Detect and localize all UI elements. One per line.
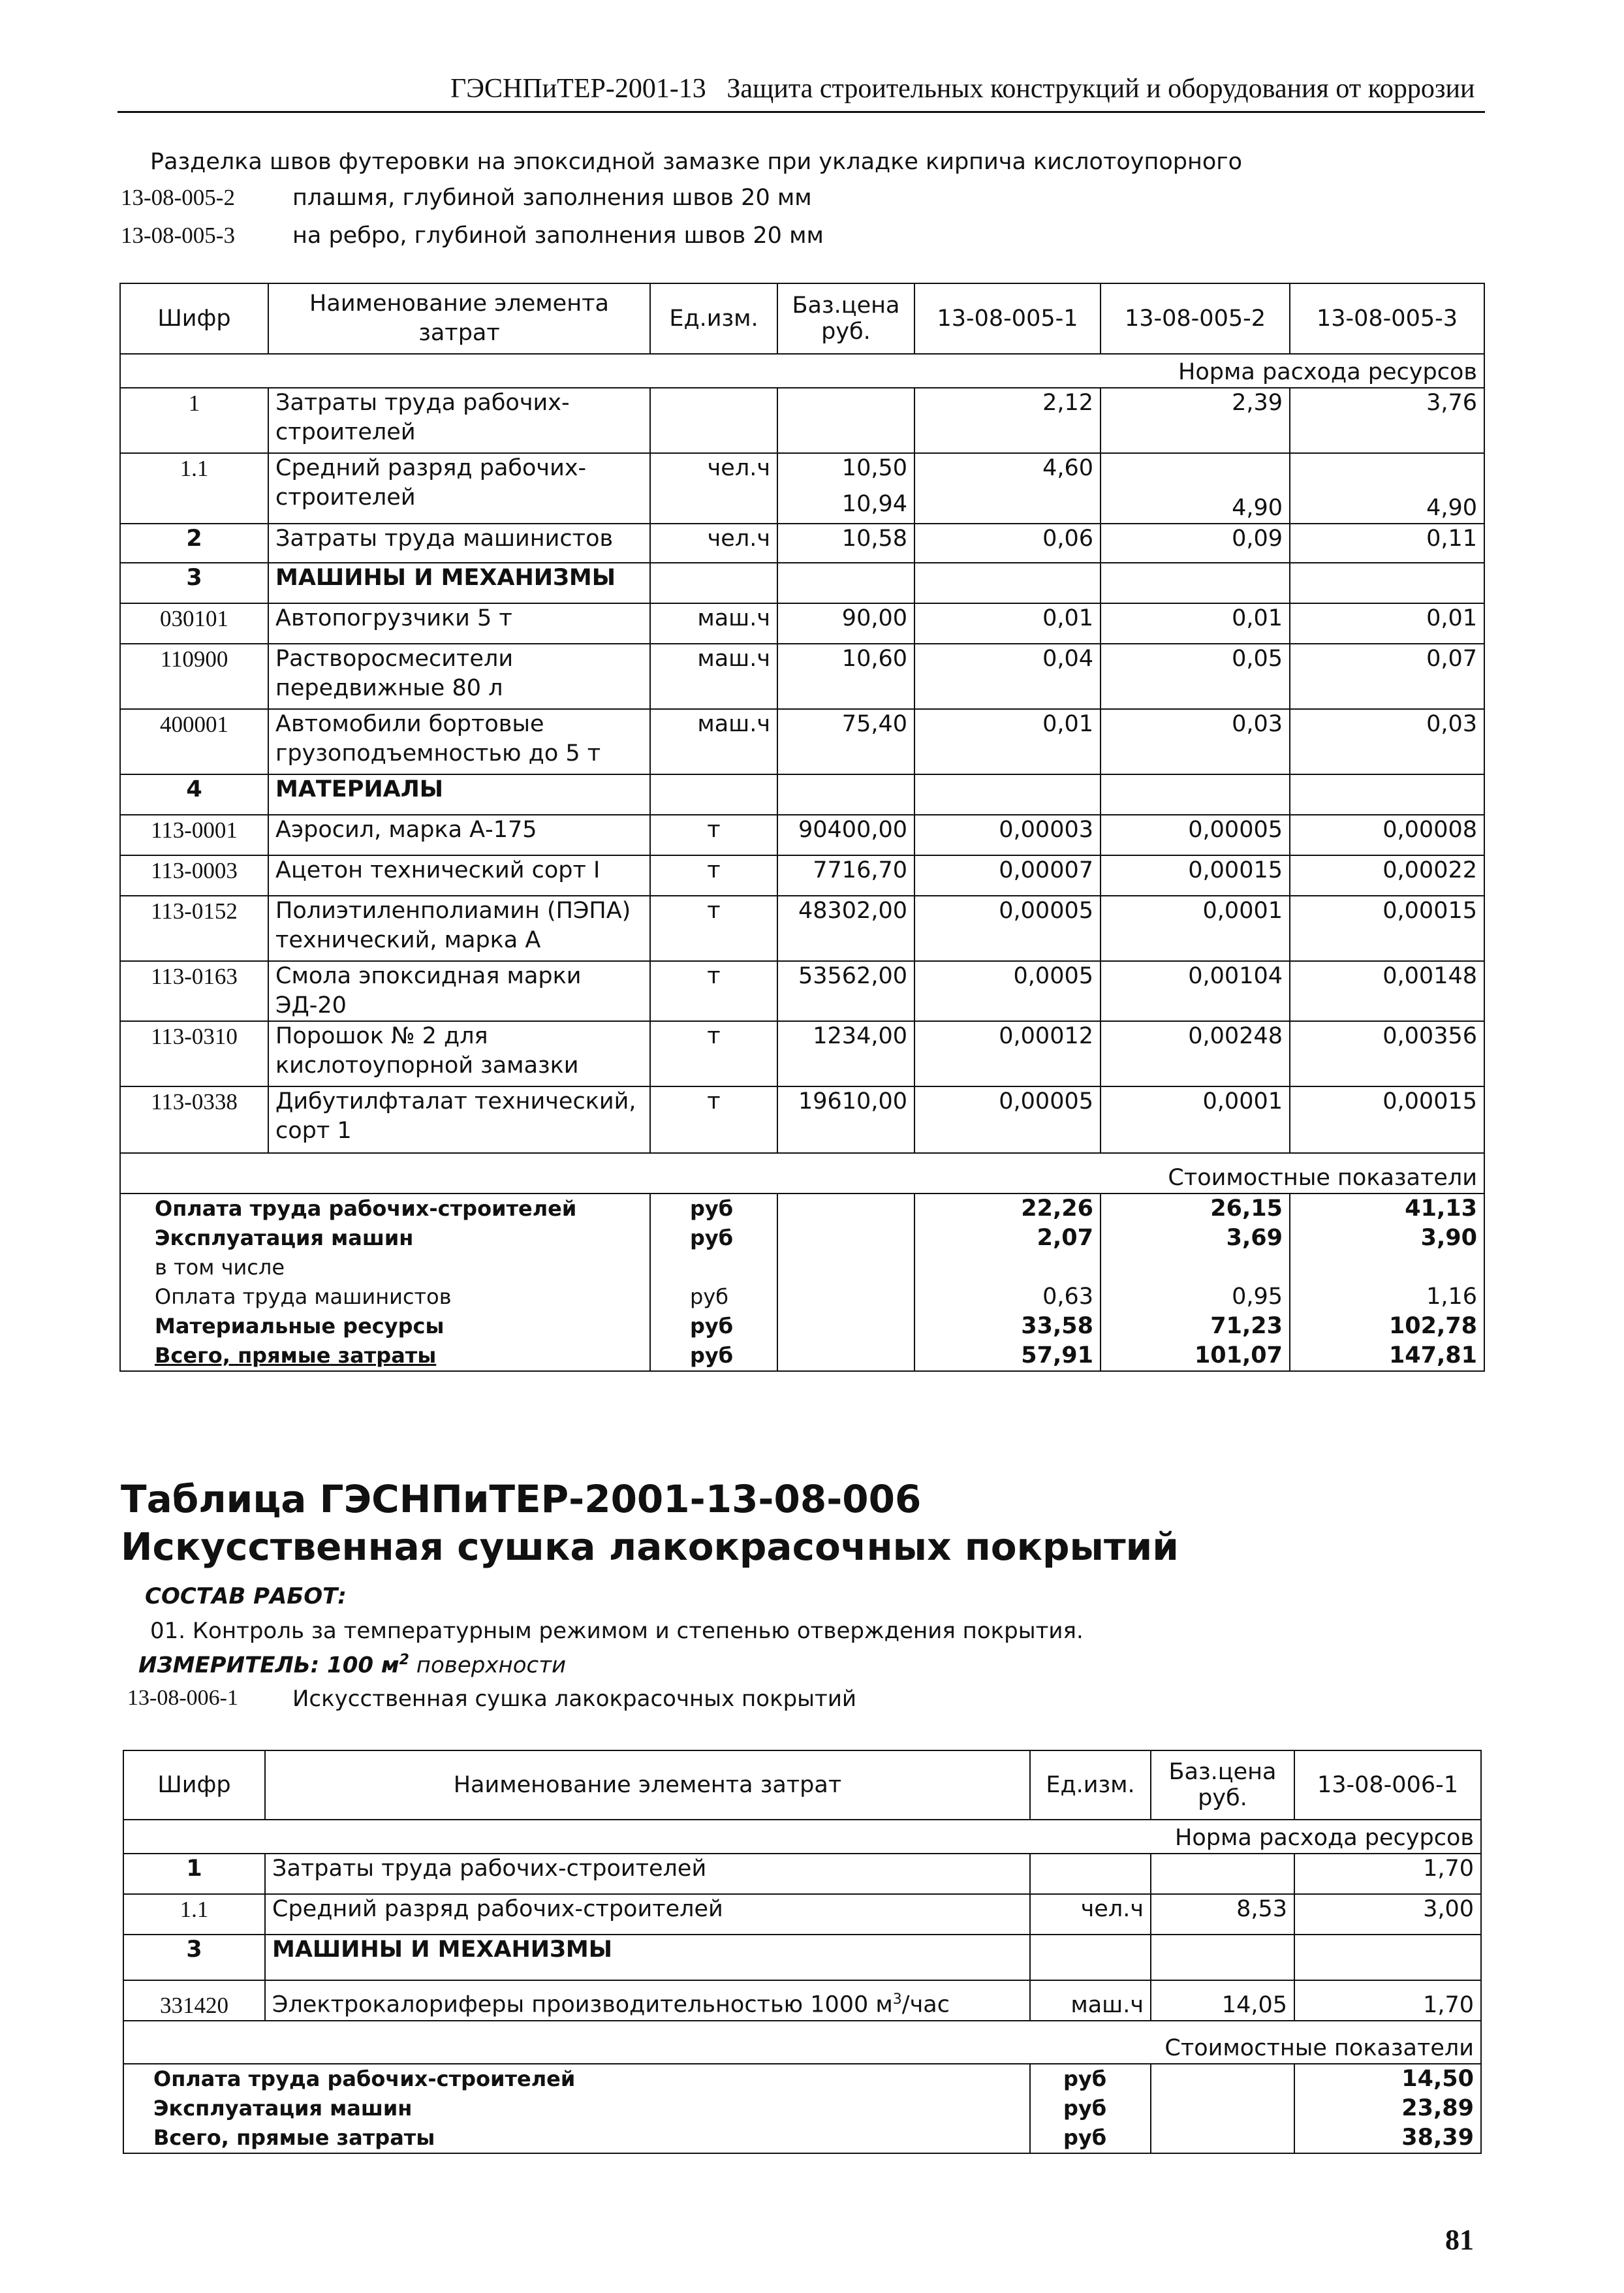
summary-value: 22,26 xyxy=(914,1194,1101,1224)
summary-value: 1,16 xyxy=(1290,1282,1484,1312)
row-price: 90,00 xyxy=(777,603,914,644)
header-rule xyxy=(117,111,1485,113)
header-cell: Ед.изм. xyxy=(650,283,777,354)
cost-label-row xyxy=(120,1153,1484,1194)
row-price: 19610,00 xyxy=(777,1086,914,1153)
row-value: 0,09 xyxy=(1101,524,1290,563)
row-unit xyxy=(1030,1935,1151,1980)
row-unit: т xyxy=(650,1021,777,1086)
row-value: 0,00015 xyxy=(1101,855,1290,896)
row-name xyxy=(265,1980,1030,2021)
header-cell: Шифр xyxy=(120,283,268,354)
summary-unit: руб xyxy=(650,1341,777,1371)
header-title: Защита строительных конструкций и оборудования от коррозии xyxy=(726,74,1475,104)
row-value: 0,00003 xyxy=(914,815,1101,855)
row-unit: чел.ч xyxy=(650,453,777,524)
row-value: 1,70 xyxy=(1294,1854,1481,1894)
row-unit: чел.ч xyxy=(650,524,777,563)
summary-empty xyxy=(777,1194,914,1224)
row-value: 0,00015 xyxy=(1290,896,1484,961)
summary-name: Эксплуатация машин xyxy=(123,2094,1030,2123)
summary-empty xyxy=(1151,2064,1294,2094)
row-value xyxy=(1101,563,1290,603)
row-value: 0,00012 xyxy=(914,1021,1101,1086)
row-name: Дибутилфталат технический, сорт 1 xyxy=(268,1086,650,1153)
row-value: 2,12 xyxy=(914,388,1101,453)
summary-value: 33,58 xyxy=(914,1312,1101,1341)
table-row xyxy=(120,774,1484,815)
page-number: 81 xyxy=(1445,2224,1474,2256)
meter-label xyxy=(138,1652,566,1678)
row-price-line: 10,94 xyxy=(841,491,907,517)
section2-item-text: Искусственная сушка лакокрасочных покрытий xyxy=(292,1686,857,1712)
row-value: 0,00005 xyxy=(1101,815,1290,855)
section1-item-code: 13-08-005-3 xyxy=(121,223,235,248)
summary-empty xyxy=(777,1253,914,1282)
section1-intro: Разделка швов футеровки на эпоксидной замазке при укладке кирпича кислотоупорного xyxy=(150,149,1243,175)
summary-value: 147,81 xyxy=(1290,1341,1484,1371)
table-header-row xyxy=(123,1750,1481,1820)
summary-value: 41,13 xyxy=(1290,1194,1484,1224)
row-value: 1,70 xyxy=(1294,1980,1481,2021)
row-unit: маш.ч xyxy=(650,644,777,709)
summary-row xyxy=(123,2064,1481,2094)
row-price xyxy=(777,774,914,815)
row-value: 0,00248 xyxy=(1101,1021,1290,1086)
row-unit xyxy=(650,774,777,815)
header-code: ГЭСНПиТЕР-2001-13 xyxy=(450,74,706,104)
table-row xyxy=(120,524,1484,563)
table-header-row xyxy=(120,283,1484,354)
table-row xyxy=(120,709,1484,774)
row-value xyxy=(1294,1935,1481,1980)
table-row xyxy=(120,563,1484,603)
meter-rest: поверхности xyxy=(409,1652,567,1679)
header-cell: Шифр xyxy=(123,1750,265,1820)
header-cell: 13-08-005-3 xyxy=(1290,283,1484,354)
row-value: 0,00356 xyxy=(1290,1021,1484,1086)
summary-value: 2,07 xyxy=(914,1224,1101,1253)
row-unit: маш.ч xyxy=(650,709,777,774)
row-code: 1.1 xyxy=(123,1894,265,1935)
summary-value: 71,23 xyxy=(1101,1312,1290,1341)
header-cell: Наименование элемента затрат xyxy=(265,1750,1030,1820)
row-name-sup: 3 xyxy=(892,1991,902,2008)
summary-value: 3,90 xyxy=(1290,1224,1484,1253)
row-code: 4 xyxy=(120,774,268,815)
table-row xyxy=(120,855,1484,896)
row-price: 10,60 xyxy=(777,644,914,709)
row-name: Автопогрузчики 5 т xyxy=(268,603,650,644)
table-row xyxy=(120,896,1484,961)
row-code: 2 xyxy=(120,524,268,563)
row-unit: чел.ч xyxy=(1030,1894,1151,1935)
row-value: 0,04 xyxy=(914,644,1101,709)
table-row xyxy=(120,453,1484,524)
row-price xyxy=(777,388,914,453)
header-cell: Ед.изм. xyxy=(1030,1750,1151,1820)
row-unit: т xyxy=(650,1086,777,1153)
summary-row xyxy=(120,1282,1484,1312)
row-price: 90400,00 xyxy=(777,815,914,855)
row-price: 8,53 xyxy=(1151,1894,1294,1935)
cost-label: Стоимостные показатели xyxy=(123,2021,1481,2064)
norm-label: Норма расхода ресурсов xyxy=(123,1820,1481,1854)
summary-name: Всего, прямые затраты xyxy=(120,1341,650,1371)
row-price xyxy=(777,563,914,603)
summary-value: 26,15 xyxy=(1101,1194,1290,1224)
row-value: 0,01 xyxy=(914,603,1101,644)
resource-table-13-08-006 xyxy=(123,1750,1482,2154)
row-unit: т xyxy=(650,896,777,961)
summary-value: 57,91 xyxy=(914,1341,1101,1371)
row-name: Затраты труда рабочих-строителей xyxy=(268,388,650,453)
row-price xyxy=(777,453,914,524)
work-item: 01. Контроль за температурным режимом и степенью отверждения покрытия. xyxy=(150,1618,1084,1644)
summary-row xyxy=(120,1224,1484,1253)
summary-name: Материальные ресурсы xyxy=(120,1312,650,1341)
row-code: 113-0152 xyxy=(120,896,268,961)
norm-label-row xyxy=(120,354,1484,388)
table-row xyxy=(123,1935,1481,1980)
table-row xyxy=(120,961,1484,1021)
row-value: 0,11 xyxy=(1290,524,1484,563)
summary-empty xyxy=(777,1341,914,1371)
summary-value: 23,89 xyxy=(1294,2094,1481,2123)
row-name: Смола эпоксидная марки ЭД-20 xyxy=(268,961,650,1021)
summary-unit: руб xyxy=(650,1282,777,1312)
header-cell: Баз.цена руб. xyxy=(1151,1750,1294,1820)
row-price xyxy=(1151,1854,1294,1894)
row-price: 1234,00 xyxy=(777,1021,914,1086)
row-code: 113-0003 xyxy=(120,855,268,896)
row-name: МАТЕРИАЛЫ xyxy=(268,774,650,815)
row-code: 113-0310 xyxy=(120,1021,268,1086)
row-code: 400001 xyxy=(120,709,268,774)
summary-unit: руб xyxy=(650,1224,777,1253)
row-unit: т xyxy=(650,961,777,1021)
row-value: 0,01 xyxy=(1101,603,1290,644)
meter-sup: 2 xyxy=(399,1652,409,1668)
row-price: 14,05 xyxy=(1151,1980,1294,2021)
row-value: 0,00015 xyxy=(1290,1086,1484,1153)
summary-empty xyxy=(777,1224,914,1253)
row-price-line: 10,50 xyxy=(841,455,907,481)
row-price: 7716,70 xyxy=(777,855,914,896)
row-unit xyxy=(650,563,777,603)
row-code: 3 xyxy=(120,563,268,603)
row-value: 0,03 xyxy=(1101,709,1290,774)
row-value: 3,76 xyxy=(1290,388,1484,453)
row-value: 0,00008 xyxy=(1290,815,1484,855)
summary-row xyxy=(120,1341,1484,1371)
table-row xyxy=(120,644,1484,709)
row-name-text: Электрокалориферы производительностью 1000 м xyxy=(272,1992,893,2018)
summary-name: Оплата труда машинистов xyxy=(120,1282,650,1312)
norm-label-row xyxy=(123,1820,1481,1854)
row-price: 75,40 xyxy=(777,709,914,774)
row-name: Аэросил, марка А-175 xyxy=(268,815,650,855)
row-price: 53562,00 xyxy=(777,961,914,1021)
row-name: МАШИНЫ И МЕХАНИЗМЫ xyxy=(265,1935,1030,1980)
row-code: 030101 xyxy=(120,603,268,644)
row-name: Затраты труда рабочих-строителей xyxy=(265,1854,1030,1894)
summary-value: 14,50 xyxy=(1294,2064,1481,2094)
row-name: Средний разряд рабочих-строителей xyxy=(265,1894,1030,1935)
norm-label: Норма расхода ресурсов xyxy=(120,354,1484,388)
summary-value xyxy=(1290,1253,1484,1282)
row-code: 113-0001 xyxy=(120,815,268,855)
summary-unit xyxy=(650,1253,777,1282)
row-name: Полиэтиленполиамин (ПЭПА) технический, марка А xyxy=(268,896,650,961)
summary-value xyxy=(914,1253,1101,1282)
header-cell: 13-08-005-2 xyxy=(1101,283,1290,354)
summary-empty xyxy=(1151,2123,1294,2153)
summary-name: в том числе xyxy=(120,1253,650,1282)
row-code: 3 xyxy=(123,1935,265,1980)
row-code: 1.1 xyxy=(120,453,268,524)
row-value: 4,90 xyxy=(1290,453,1484,524)
row-value: 0,0001 xyxy=(1101,1086,1290,1153)
row-unit: т xyxy=(650,855,777,896)
row-name: Затраты труда машинистов xyxy=(268,524,650,563)
row-code: 1 xyxy=(123,1854,265,1894)
row-value xyxy=(1290,563,1484,603)
row-value: 0,05 xyxy=(1101,644,1290,709)
summary-unit: руб xyxy=(1030,2123,1151,2153)
table-row xyxy=(120,603,1484,644)
row-value: 0,00005 xyxy=(914,896,1101,961)
row-value: 0,01 xyxy=(914,709,1101,774)
row-code: 113-0338 xyxy=(120,1086,268,1153)
section1-item-text: плашмя, глубиной заполнения швов 20 мм xyxy=(292,185,812,211)
summary-row xyxy=(120,1312,1484,1341)
section2-subtitle: Искусственная сушка лакокрасочных покрытий xyxy=(121,1525,1179,1569)
table-row xyxy=(123,1894,1481,1935)
row-value: 4,90 xyxy=(1101,453,1290,524)
header-cell: 13-08-006-1 xyxy=(1294,1750,1481,1820)
summary-value: 101,07 xyxy=(1101,1341,1290,1371)
summary-value: 0,63 xyxy=(914,1282,1101,1312)
row-value: 2,39 xyxy=(1101,388,1290,453)
row-value: 0,00104 xyxy=(1101,961,1290,1021)
row-price: 10,58 xyxy=(777,524,914,563)
table-row xyxy=(120,388,1484,453)
table-row xyxy=(120,1021,1484,1086)
meter-label-text: ИЗМЕРИТЕЛЬ: 100 м xyxy=(138,1652,399,1679)
summary-name: Оплата труда рабочих-строителей xyxy=(123,2064,1030,2094)
summary-empty xyxy=(1151,2094,1294,2123)
summary-value: 38,39 xyxy=(1294,2123,1481,2153)
summary-unit: руб xyxy=(650,1312,777,1341)
row-code: 331420 xyxy=(123,1980,265,2021)
summary-name: Эксплуатация машин xyxy=(120,1224,650,1253)
summary-value: 0,95 xyxy=(1101,1282,1290,1312)
row-value xyxy=(1101,774,1290,815)
table-row xyxy=(123,1854,1481,1894)
header-cell: Наименование элемента затрат xyxy=(268,283,650,354)
row-unit xyxy=(1030,1854,1151,1894)
summary-unit: руб xyxy=(1030,2094,1151,2123)
row-value: 0,00148 xyxy=(1290,961,1484,1021)
row-value: 3,00 xyxy=(1294,1894,1481,1935)
row-value: 0,00005 xyxy=(914,1086,1101,1153)
section1-item-text: на ребро, глубиной заполнения швов 20 мм xyxy=(292,223,824,249)
summary-unit: руб xyxy=(1030,2064,1151,2094)
row-unit: т xyxy=(650,815,777,855)
summary-value: 3,69 xyxy=(1101,1224,1290,1253)
row-name: Ацетон технический сорт I xyxy=(268,855,650,896)
row-value: 0,00022 xyxy=(1290,855,1484,896)
row-unit: маш.ч xyxy=(1030,1980,1151,2021)
row-name: Средний разряд рабочих-строителей xyxy=(268,453,650,524)
row-unit xyxy=(650,388,777,453)
header-cell: Баз.цена руб. xyxy=(777,283,914,354)
summary-name: Оплата труда рабочих-строителей xyxy=(120,1194,650,1224)
row-name: МАШИНЫ И МЕХАНИЗМЫ xyxy=(268,563,650,603)
row-value: 4,60 xyxy=(914,453,1101,524)
row-value: 0,06 xyxy=(914,524,1101,563)
row-value: 0,01 xyxy=(1290,603,1484,644)
row-value: 0,00007 xyxy=(914,855,1101,896)
row-value: 0,03 xyxy=(1290,709,1484,774)
row-value xyxy=(914,563,1101,603)
row-value: 0,0001 xyxy=(1101,896,1290,961)
row-code: 113-0163 xyxy=(120,961,268,1021)
row-code: 1 xyxy=(120,388,268,453)
row-name-text: /час xyxy=(901,1992,950,2018)
row-price: 48302,00 xyxy=(777,896,914,961)
summary-row xyxy=(123,2123,1481,2153)
summary-row xyxy=(120,1253,1484,1282)
table-row xyxy=(123,1980,1481,2021)
summary-name: Всего, прямые затраты xyxy=(123,2123,1030,2153)
summary-row xyxy=(123,2094,1481,2123)
row-name: Автомобили бортовые грузоподъемностью до 5 т xyxy=(268,709,650,774)
running-header xyxy=(450,73,1475,104)
section2-item-code: 13-08-006-1 xyxy=(127,1686,238,1710)
row-code: 110900 xyxy=(120,644,268,709)
row-value xyxy=(1290,774,1484,815)
row-value xyxy=(914,774,1101,815)
table-row xyxy=(120,1086,1484,1153)
summary-row xyxy=(120,1194,1484,1224)
summary-value xyxy=(1101,1253,1290,1282)
row-name: Порошок № 2 для кислотоупорной замазки xyxy=(268,1021,650,1086)
row-value: 0,0005 xyxy=(914,961,1101,1021)
resource-table-13-08-005 xyxy=(119,283,1485,1372)
works-label: СОСТАВ РАБОТ: xyxy=(145,1583,347,1609)
section1-item-code: 13-08-005-2 xyxy=(121,185,235,210)
section2-title: Таблица ГЭСНПиТЕР-2001-13-08-006 xyxy=(121,1477,922,1521)
cost-label-row xyxy=(123,2021,1481,2064)
summary-empty xyxy=(777,1312,914,1341)
table-row xyxy=(120,815,1484,855)
row-name: Растворосмесители передвижные 80 л xyxy=(268,644,650,709)
cost-label: Стоимостные показатели xyxy=(120,1153,1484,1194)
summary-empty xyxy=(777,1282,914,1312)
row-price xyxy=(1151,1935,1294,1980)
header-cell: 13-08-005-1 xyxy=(914,283,1101,354)
summary-unit: руб xyxy=(650,1194,777,1224)
summary-value: 102,78 xyxy=(1290,1312,1484,1341)
row-unit: маш.ч xyxy=(650,603,777,644)
row-value: 0,07 xyxy=(1290,644,1484,709)
